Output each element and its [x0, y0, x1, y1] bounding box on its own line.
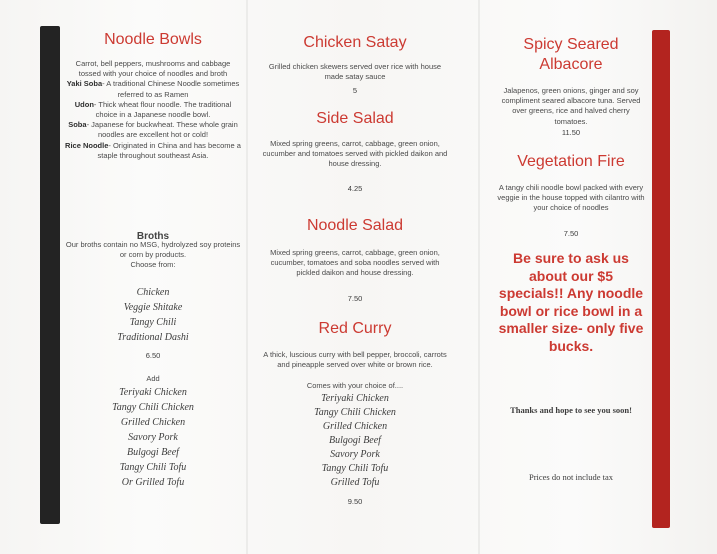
list-item: Tangy Chili: [129, 317, 177, 328]
spicy-albacore-description: Jalapenos, green onions, ginger and soy compliment seared albacore tuna. Served over greens, rice and halved cherry tomatoes.: [501, 86, 641, 126]
broths-title: Broths: [136, 231, 170, 242]
broths-description: [64, 240, 242, 271]
chicken-satay-title: Chicken Satay: [303, 34, 407, 51]
side-salad-price: 4.25: [347, 184, 363, 193]
side-salad-title: Side Salad: [316, 110, 394, 127]
list-item: Teriyaki Chicken: [321, 393, 389, 404]
list-item: Grilled Tofu: [330, 477, 380, 488]
noodle-udon: Udon- Thick wheat flour noodle. The traditional choice in a Japanese noodle bowl.: [74, 99, 232, 120]
left-decorative-stripe: [40, 26, 60, 524]
noodle-bowl-price: 6.50: [145, 351, 161, 360]
spicy-albacore-price: 11.50: [561, 128, 581, 137]
noodle-soba: Soba- Japanese for buckwheat. These whole grain noodles are excellent hot or cold!: [68, 120, 238, 140]
broth-options: [64, 285, 242, 345]
chicken-satay-description: Grilled chicken skewers served over rice with house made satay sauce: [268, 62, 442, 82]
list-item: Tangy Chili Tofu: [321, 463, 389, 474]
vegetation-fire-price: 7.50: [563, 229, 579, 238]
left-panel: [64, 0, 242, 554]
thanks-note: Thanks and hope to see you soon!: [510, 404, 632, 415]
fold-line: [246, 0, 248, 554]
list-item: Tangy Chili Chicken: [314, 407, 396, 418]
noodle-salad-description: Mixed spring greens, carrot, cabbage, green onion, cucumber, tomatoes and soba noodles served with pickled daikon and house dressing.: [270, 248, 440, 278]
list-item: Savory Pork: [128, 432, 178, 443]
noodle-salad-price: 7.50: [347, 294, 363, 303]
noodle-bowls-title: Noodle Bowls: [104, 31, 202, 48]
center-panel: [262, 0, 448, 554]
red-curry-description: A thick, luscious curry with bell pepper, broccoli, carrots and pineapple served over white or brown rice.: [263, 350, 447, 370]
red-curry-choice: Comes with your choice of....: [306, 381, 404, 390]
list-item: Tangy Chili Chicken: [112, 402, 194, 413]
red-curry-title: Red Curry: [318, 320, 392, 337]
list-item: Grilled Chicken: [120, 417, 186, 428]
side-salad-description: Mixed spring greens, carrot, cabbage, green onion, cucumber and tomatoes served with pickled daikon and house dressing.: [262, 139, 448, 169]
add-on-options: [64, 385, 242, 490]
add-label: Add: [146, 374, 160, 383]
vegetation-fire-description: A tangy chili noodle bowl packed with every veggie in the house topped with cilantro with your choice of noodles: [497, 183, 645, 213]
specials-promo: Be sure to ask us about our $5 specials!! Any noodle bowl or rice bowl in a smaller size- only five bucks.: [498, 250, 644, 354]
broths-note: Our broths contain no MSG, hydrolyzed soy proteins or corn by products.: [65, 240, 241, 260]
list-item: Bulgogi Beef: [127, 447, 179, 458]
list-item: Or Grilled Tofu: [121, 477, 185, 488]
list-item: Grilled Chicken: [322, 421, 388, 432]
noodle-yaki-soba: Yaki Soba- A traditional Chinese Noodle sometimes referred to as Ramen: [66, 79, 240, 99]
spicy-albacore-title: Spicy Seared Albacore: [523, 36, 619, 73]
noodle-bowls-intro: Carrot, bell peppers, mushrooms and cabbage tossed with your choice of noodles and broth: [75, 59, 231, 79]
red-curry-options: [262, 392, 448, 490]
vegetation-fire-title: Vegetation Fire: [517, 153, 625, 170]
list-item: Veggie Shitake: [123, 302, 183, 313]
right-decorative-stripe: [652, 30, 670, 528]
list-item: Chicken: [136, 287, 170, 298]
fold-line: [478, 0, 480, 554]
tax-note: Prices do not include tax: [528, 471, 614, 482]
noodle-salad-title: Noodle Salad: [306, 217, 404, 234]
list-item: Tangy Chili Tofu: [119, 462, 187, 473]
list-item: Teriyaki Chicken: [119, 387, 187, 398]
noodle-bowls-description: [64, 59, 242, 161]
list-item: Bulgogi Beef: [329, 435, 381, 446]
right-panel: [495, 0, 647, 554]
list-item: Traditional Dashi: [117, 332, 189, 343]
list-item: Savory Pork: [330, 449, 380, 460]
noodle-rice: Rice Noodle- Originated in China and has become a staple throughout southeast Asia.: [65, 140, 241, 160]
red-curry-price: 9.50: [347, 497, 363, 506]
broths-choose: Choose from:: [130, 260, 176, 270]
chicken-satay-price: 5: [352, 86, 358, 95]
